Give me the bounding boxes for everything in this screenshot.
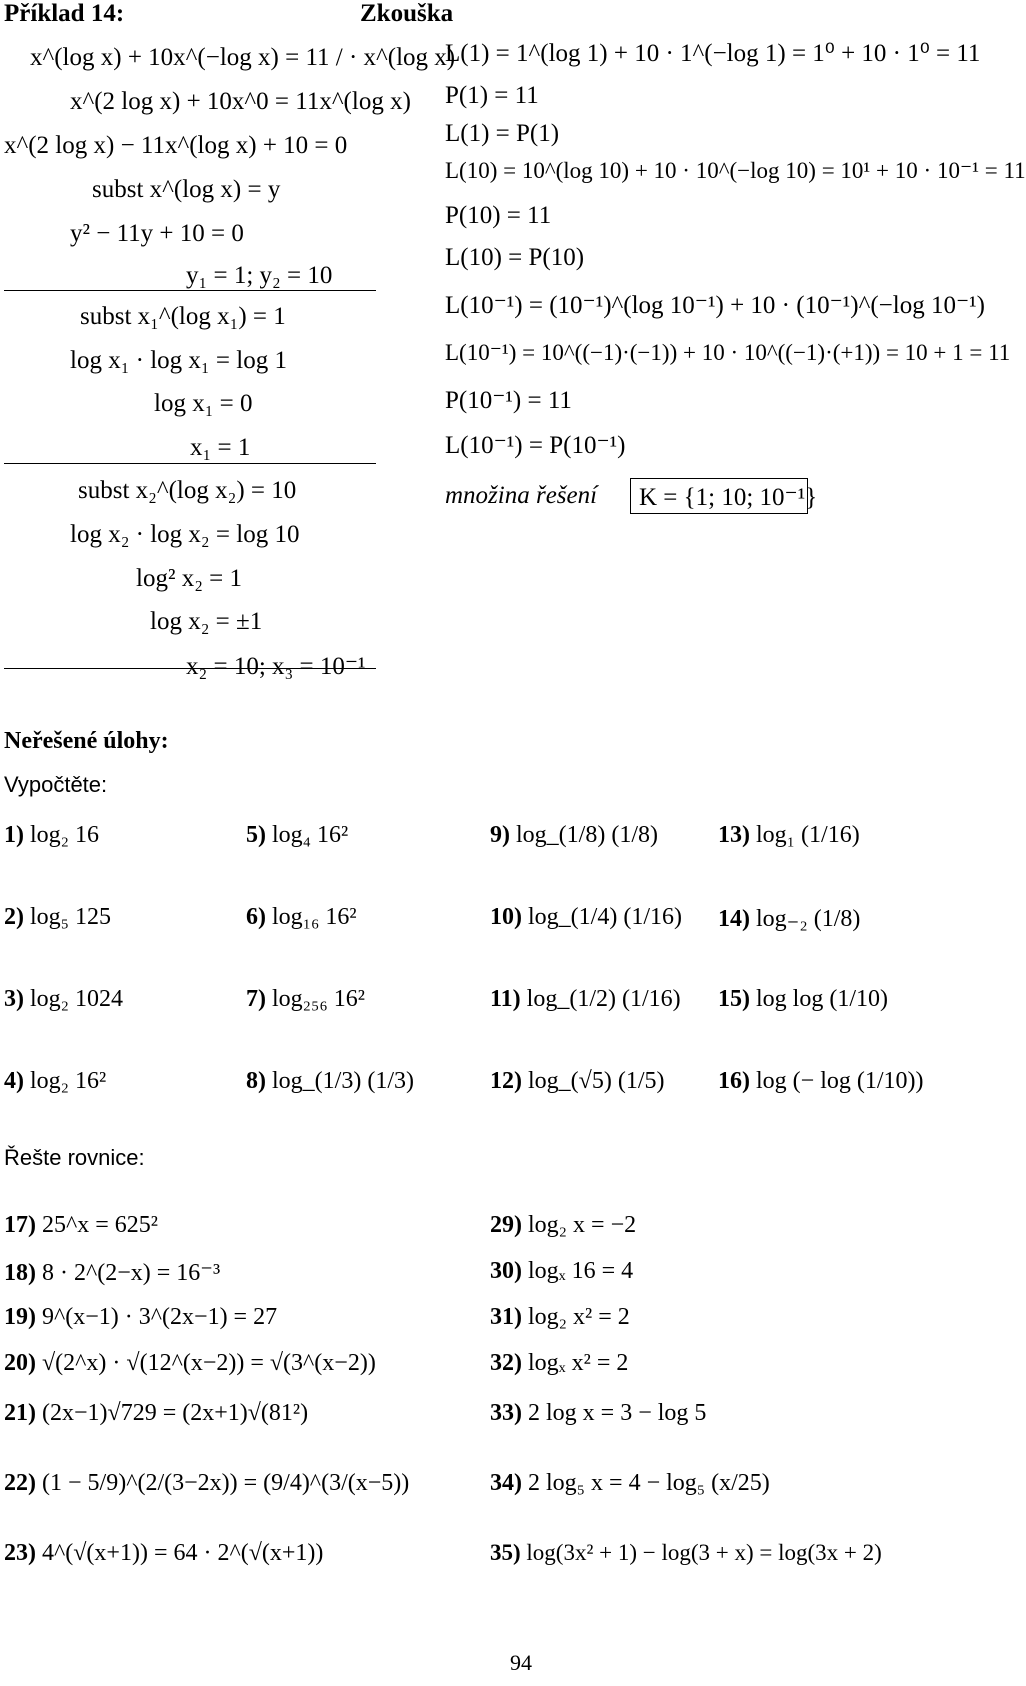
solution-set: K = {1; 10; 10⁻¹} — [639, 484, 818, 511]
work-line: subst x^(log x) = y — [92, 176, 281, 203]
equation-expression: (2x−1)√729 = (2x+1)√(81²) — [42, 1400, 309, 1426]
equation-item — [4, 1470, 409, 1497]
exercise-expression: log_(√5) (1/5) — [528, 1068, 665, 1094]
equation-number: 19) — [4, 1304, 36, 1330]
exercise-number: 7) — [246, 986, 266, 1012]
exercise-expression: log₁ (1/16) — [756, 822, 860, 848]
equation-expression: 9^(x−1) · 3^(2x−1) = 27 — [42, 1304, 278, 1330]
equation-item — [490, 1258, 633, 1285]
equation-item — [4, 1258, 220, 1287]
exercise-item — [490, 1068, 664, 1095]
exercise-item — [246, 904, 357, 931]
work-line: log x₂ = ±1 — [150, 608, 263, 635]
divider — [4, 463, 376, 464]
equation-expression: √(2^x) · √(12^(x−2)) = √(3^(x−2)) — [42, 1350, 376, 1376]
equations-label: Řešte rovnice: — [4, 1145, 145, 1170]
unsolved-title: Neřešené úlohy: — [4, 728, 169, 754]
equation-expression: log₂ x = −2 — [528, 1212, 637, 1238]
work-line: x₁ = 1 — [190, 434, 251, 461]
check-line: L(10⁻¹) = (10⁻¹)^(log 10⁻¹) + 10 · (10⁻¹)^(−log 10⁻¹) — [445, 292, 985, 319]
exercise-number: 11) — [490, 986, 521, 1012]
equation-number: 23) — [4, 1540, 36, 1566]
exercise-item — [246, 822, 348, 849]
equation-expression: 8 · 2^(2−x) = 16⁻³ — [42, 1260, 221, 1286]
equation-number: 35) — [490, 1540, 521, 1565]
exercise-expression: log_(1/4) (1/16) — [528, 904, 682, 930]
exercise-item — [490, 904, 682, 931]
exercise-expression: log_(1/3) (1/3) — [272, 1068, 414, 1094]
exercise-expression: log₄ 16² — [272, 822, 349, 848]
divider — [4, 668, 376, 669]
exercise-expression: log₂ 16² — [30, 1068, 107, 1094]
equation-expression: log₂ x² = 2 — [528, 1304, 630, 1330]
exercise-number: 8) — [246, 1068, 266, 1094]
exercise-item — [246, 986, 365, 1013]
equation-number: 21) — [4, 1400, 36, 1426]
check-line: L(10) = 10^(log 10) + 10 · 10^(−log 10) = 10¹ + 10 · 10⁻¹ = 11 — [445, 158, 1026, 183]
equation-number: 31) — [490, 1304, 522, 1330]
exercise-item — [4, 1068, 106, 1095]
equation-item — [4, 1540, 323, 1567]
exercise-number: 6) — [246, 904, 266, 930]
exercise-item — [718, 822, 860, 849]
exercise-number: 16) — [718, 1068, 750, 1094]
exercise-expression: log₂₅₆ 16² — [272, 986, 365, 1012]
equation-number: 32) — [490, 1350, 522, 1376]
exercise-expression: log_(1/2) (1/16) — [526, 986, 681, 1012]
exercise-number: 15) — [718, 986, 750, 1012]
exercise-item — [718, 904, 860, 933]
check-line: L(10⁻¹) = P(10⁻¹) — [445, 432, 626, 459]
exercise-expression: log₂ 1024 — [30, 986, 124, 1012]
equation-item — [4, 1400, 308, 1427]
example-title: Příklad 14: — [4, 0, 125, 27]
equation-item — [490, 1304, 630, 1331]
exercise-number: 14) — [718, 906, 750, 932]
exercise-item — [4, 904, 111, 931]
exercise-expression: log log (1/10) — [756, 986, 888, 1012]
equation-expression: logₓ x² = 2 — [528, 1350, 629, 1376]
equation-expression: 4^(√(x+1)) = 64 · 2^(√(x+1)) — [42, 1540, 324, 1566]
exercise-expression: log₂ 16 — [30, 822, 100, 848]
equation-number: 34) — [490, 1470, 522, 1496]
work-line: x^(2 log x) + 10x^0 = 11x^(log x) — [70, 88, 411, 115]
exercise-number: 9) — [490, 822, 510, 848]
check-line: P(10⁻¹) = 11 — [445, 387, 572, 414]
exercise-item — [490, 822, 658, 849]
divider — [4, 290, 376, 291]
work-line: x^(2 log x) − 11x^(log x) + 10 = 0 — [4, 132, 348, 159]
exercise-item — [246, 1068, 414, 1095]
check-line: L(1) = P(1) — [445, 120, 560, 147]
exercise-item — [490, 986, 681, 1013]
check-line: L(10) = P(10) — [445, 244, 585, 271]
equation-item — [4, 1304, 277, 1331]
equation-item — [490, 1470, 770, 1497]
equation-item — [490, 1350, 628, 1377]
exercise-number: 5) — [246, 822, 266, 848]
work-line: subst x₂^(log x₂) = 10 — [78, 477, 297, 504]
page-number: 94 — [510, 1650, 532, 1675]
work-line: y₁ = 1; y₂ = 10 — [186, 262, 333, 289]
check-line: L(1) = 1^(log 1) + 10 · 1^(−log 1) = 1⁰ + 10 · 1⁰ = 11 — [445, 40, 981, 67]
exercise-item — [4, 986, 123, 1013]
equation-item — [490, 1400, 706, 1427]
exercise-expression: log₋₂ (1/8) — [756, 906, 861, 932]
equation-number: 17) — [4, 1212, 36, 1238]
equation-number: 33) — [490, 1400, 522, 1426]
exercise-number: 2) — [4, 904, 24, 930]
equation-expression: logₓ 16 = 4 — [528, 1258, 634, 1284]
equation-item — [4, 1212, 158, 1239]
equation-expression: (1 − 5/9)^(2/(3−2x)) = (9/4)^(3/(x−5)) — [42, 1470, 410, 1496]
exercise-expression: log (− log (1/10)) — [756, 1068, 924, 1094]
check-title: Zkouška — [360, 0, 454, 27]
check-line: L(10⁻¹) = 10^((−1)·(−1)) + 10 · 10^((−1)·(+1)) = 10 + 1 = 11 — [445, 340, 1011, 365]
solution-box — [630, 478, 818, 514]
work-line: y² − 11y + 10 = 0 — [70, 220, 244, 247]
exercise-item — [718, 1068, 924, 1095]
equation-expression: 25^x = 625² — [42, 1212, 158, 1238]
exercise-number: 13) — [718, 822, 750, 848]
equation-expression: 2 log₅ x = 4 − log₅ (x/25) — [528, 1470, 770, 1496]
work-line: log x₁ · log x₁ = log 1 — [70, 347, 287, 374]
check-line: P(10) = 11 — [445, 202, 552, 229]
equation-expression: log(3x² + 1) − log(3 + x) = log(3x + 2) — [526, 1540, 882, 1565]
check-line: P(1) = 11 — [445, 82, 539, 109]
exercise-item — [718, 986, 888, 1013]
work-line: x₂ = 10; x₃ = 10⁻¹ — [186, 653, 366, 680]
equation-number: 22) — [4, 1470, 36, 1496]
exercise-number: 12) — [490, 1068, 522, 1094]
equation-expression: 2 log x = 3 − log 5 — [528, 1400, 707, 1426]
equation-number: 20) — [4, 1350, 36, 1376]
exercise-expression: log₁₆ 16² — [272, 904, 357, 930]
equation-number: 29) — [490, 1212, 522, 1238]
exercise-item — [4, 822, 99, 849]
exercise-number: 1) — [4, 822, 24, 848]
equation-item — [490, 1540, 882, 1566]
work-line: log x₁ = 0 — [154, 390, 253, 417]
solution-label: množina řešení — [445, 482, 598, 509]
compute-label: Vypočtěte: — [4, 772, 108, 797]
work-line: log² x₂ = 1 — [136, 565, 243, 592]
exercise-number: 10) — [490, 904, 522, 930]
work-line: x^(log x) + 10x^(−log x) = 11 / · x^(log x) — [30, 44, 456, 71]
equation-item — [4, 1350, 376, 1377]
exercise-number: 3) — [4, 986, 24, 1012]
equation-item — [490, 1212, 636, 1239]
work-line: log x₂ · log x₂ = log 10 — [70, 521, 300, 548]
exercise-expression: log_(1/8) (1/8) — [516, 822, 658, 848]
equation-number: 18) — [4, 1260, 36, 1286]
equation-number: 30) — [490, 1258, 522, 1284]
exercise-number: 4) — [4, 1068, 24, 1094]
exercise-expression: log₅ 125 — [30, 904, 112, 930]
work-line: subst x₁^(log x₁) = 1 — [80, 303, 286, 330]
